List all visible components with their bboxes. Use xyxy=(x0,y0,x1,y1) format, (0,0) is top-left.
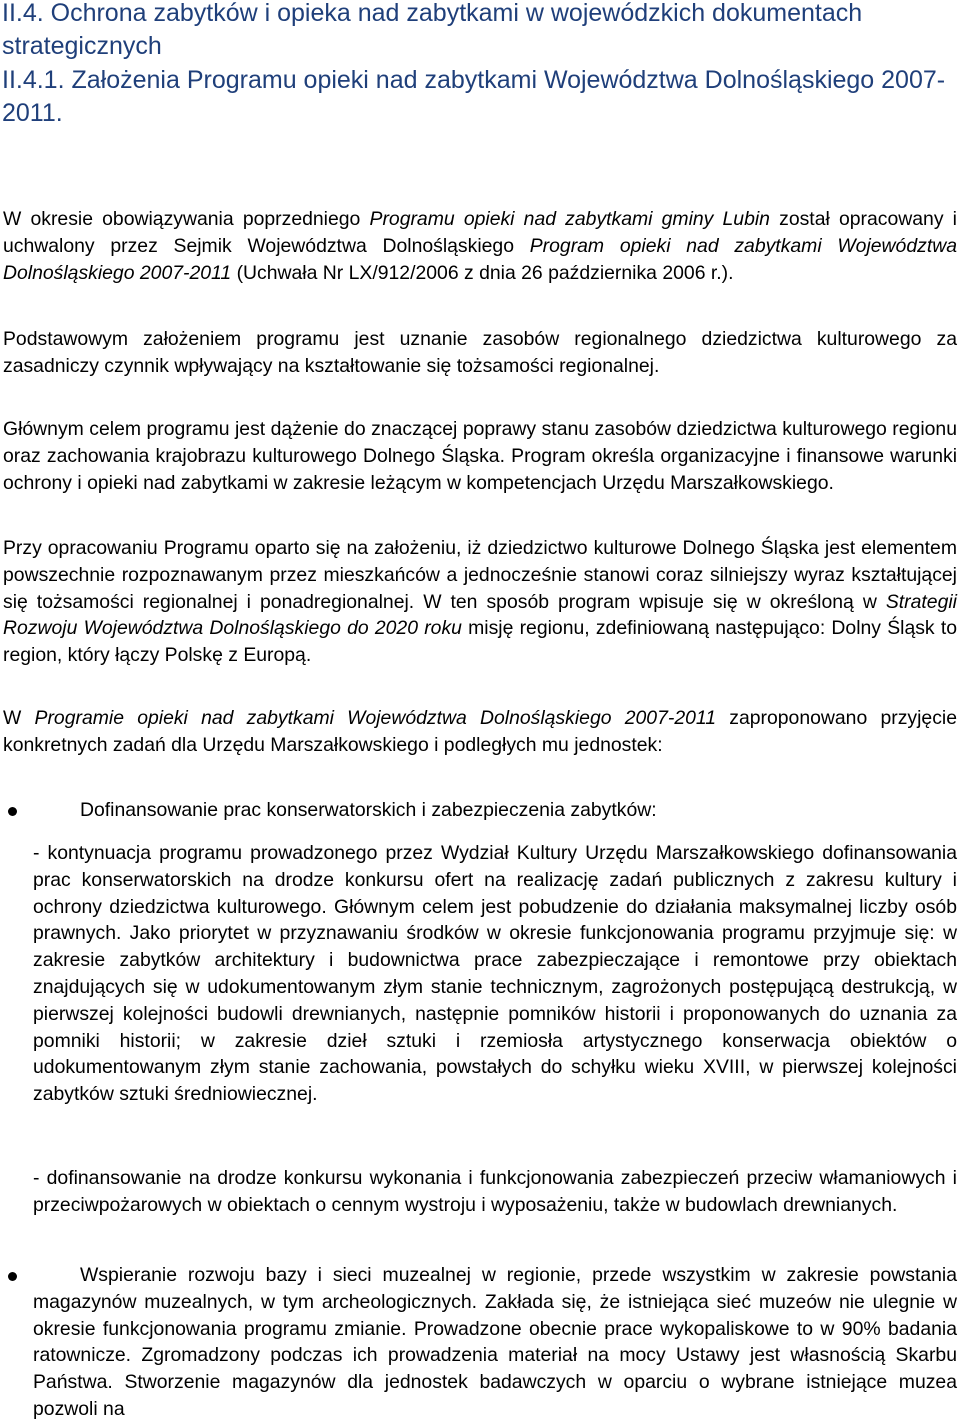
paragraph-intro-text-1: W okresie obowiązywania poprzedniego xyxy=(3,208,370,230)
paragraph-intro-italic-1: Programu opieki nad zabytkami gminy Lubin xyxy=(369,208,770,230)
bullet-dot-icon xyxy=(8,1272,17,1281)
paragraph-main-goal: Głównym celem programu jest dążenie do znaczącej poprawy stanu zasobów dziedzictwa kulturowego regionu oraz zachowania krajobrazu kulturowego Dolnego Śląska. Program określa organizacyjne i finansowe warunki ochrony i opieki nad zabytkami w zakresie leżącym w kompetencjach Urzędu Marszałkowskiego. xyxy=(3,418,957,494)
subsection-heading: II.4.1. Założenia Programu opieki nad zabytkami Województwa Dolnośląskiego 2007-2011. xyxy=(2,66,946,127)
paragraph-program-basis-italic: Strategii Rozwoju Województwa Dolnośląskiego do 2020 roku xyxy=(3,590,957,640)
paragraph-dash-security: - dofinansowanie na drodze konkursu wykonania i funkcjonowania zabezpieczeń przeciw włamaniowych i przeciwpożarowych w obiektach o cennym wystroju i wyposażeniu, także w budowlach drewnianych. xyxy=(33,1167,957,1216)
paragraph-program-basis-text-1: Przy opracowaniu Programu oparto się na założeniu, iż dziedzictwo kulturowe Dolnego Śląska jest elementem powszechnie rozpoznawanym przez mieszkańców a jednocześnie stanowi coraz silniejszy wyraz kształtującej się tożsamości regionalnej i ponadregionalnej. W ten sposób program wpisuje się w określoną w xyxy=(3,537,957,613)
bullet-conservation-text: Dofinansowanie prac konserwatorskich i zabezpieczenia zabytków: xyxy=(80,799,657,821)
paragraph-intro xyxy=(3,206,957,286)
section-heading: II.4. Ochrona zabytków i opieka nad zabytkami w wojewódzkich dokumentach strategicznych xyxy=(2,0,863,60)
paragraph-intro-text-3: (Uchwała Nr LX/912/2006 z dnia 26 października 2006 r.). xyxy=(231,261,734,284)
paragraph-tasks-intro-text-1: W xyxy=(3,707,35,729)
paragraph-program-basis xyxy=(3,535,957,669)
paragraph-tasks-intro xyxy=(3,705,957,759)
paragraph-intro-text-2: został opracowany i uchwalony przez Sejmik Województwa Dolnośląskiego xyxy=(3,208,957,257)
paragraph-intro-italic-2: Program opieki nad zabytkami Województwa Dolnośląskiego 2007-2011 xyxy=(3,234,957,284)
paragraph-tasks-intro-italic: Programie opieki nad zabytkami Województwa Dolnośląskiego 2007-2011 xyxy=(34,707,717,729)
bullet-museums-text: Wspieranie rozwoju bazy i sieci muzealnej w regionie, przede wszystkim w zakresie powstania magazynów muzealnych, w tym archeologicznych. Zakłada się, że istniejąca sieć muzeów nie ulegnie w okresie funkcjonowania programu zmianie. Prowadzone obecnie prace wykopaliskowe to w 90% badania ratownicze. Zgromadzony podczas ich prowadzenia materiał na mocy Ustawy jest własnością Skarbu Państwa. Stworzenie magazynów dla jednostek badawczych w oparciu o wybrane istniejące muzea pozwoli na xyxy=(33,1264,957,1419)
paragraph-program-basis-text-2: misję regionu, zdefiniowaną następująco: Dolny Śląsk to region, który łączy Polskę z Europą. xyxy=(3,617,957,667)
bullet-dot-icon xyxy=(8,807,17,816)
paragraph-main-assumption: Podstawowym założeniem programu jest uznanie zasobów regionalnego dziedzictwa kulturowego za zasadniczy czynnik wpływający na kształtowanie się tożsamości regionalnej. xyxy=(3,328,957,377)
paragraph-tasks-intro-text-2: zaproponowano przyjęcie konkretnych zadań dla Urzędu Marszałkowskiego i podległych mu jednostek: xyxy=(3,707,957,756)
paragraph-dash-continuation: - kontynuacja programu prowadzonego przez Wydział Kultury Urzędu Marszałkowskiego dofinansowania prac konserwatorskich na drodze konkursu ofert na realizację zadań publicznych z zakresu kultury i ochrony dziedzictwa kulturowego. Głównym celem jest pobudzenie do działania maksymalnej liczby osób prawnych. Jako priorytet w przyznawaniu środków w okresie funkcjonowania programu przyjmuje się: w zakresie zabytków architektury i budownictwa prace zabezpieczające i remontowe przy obiektach znajdujących się w udokumentowanym złym stanie technicznym, zagrożonych postępującą destrukcją, w pierwszej kolejności budowli drewnianych, następnie pomników historii i proponowanych do uznania za pomniki historii; w zakresie dzieł sztuki i rzemiosła artystycznego konserwacja obiektów o udokumentowanym złym stanie zachowania, powstałych do schyłku wieku XVIII, w pierwszej kolejności zabytków sztuki średniowiecznej. xyxy=(33,842,957,1106)
